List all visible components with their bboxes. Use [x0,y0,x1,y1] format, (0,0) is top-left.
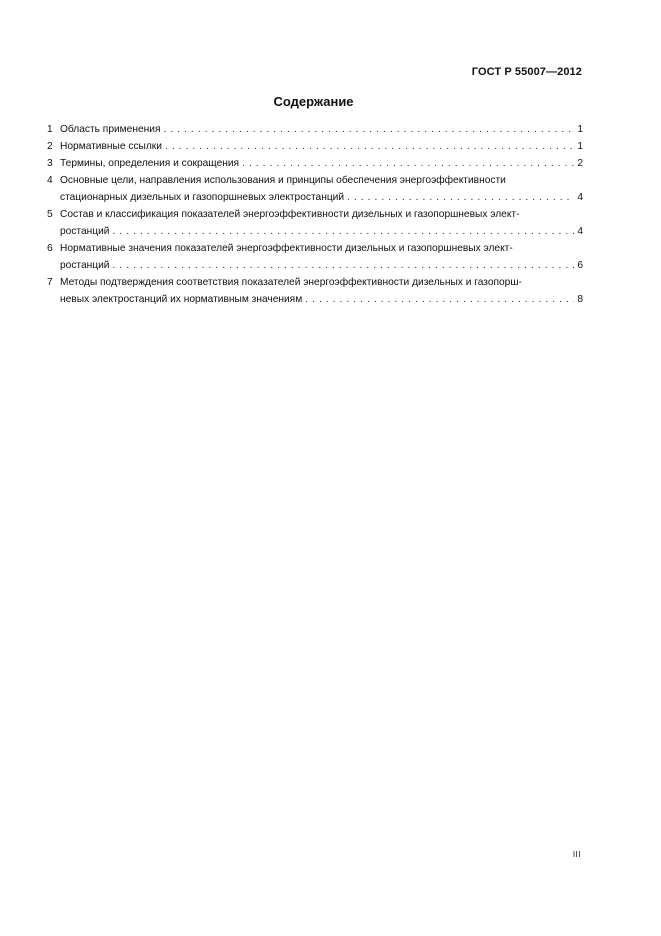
toc-entry-6[interactable] [47,240,583,274]
toc-leader-dots [163,121,574,138]
toc-entry-title: ростанций [60,226,110,237]
toc-entry-7[interactable] [47,274,583,308]
toc-entry-number: 7 [47,277,53,288]
toc-leader-dots [242,155,574,172]
toc-leader-dots [305,291,574,308]
toc-entry-title-line: Нормативные значения показателей энергоэффективности дизельных и газопоршневых элект- [60,243,513,254]
toc-leader-dots [165,138,574,155]
toc-entry-title: ростанций [60,260,110,271]
toc-entry-number: 3 [47,158,53,169]
toc-entry-page: 8 [577,294,583,305]
toc-entry-title: Нормативные ссылки [60,141,162,152]
toc-entry-4[interactable] [47,172,583,206]
document-code: ГОСТ Р 55007—2012 [471,66,582,78]
toc-entry-title-line: Состав и классификация показателей энергоэффективности дизельных и газопоршневых элект- [60,209,520,220]
toc-entry-page: 1 [577,124,583,135]
toc-entry-page: 2 [577,158,583,169]
toc-entry-title: стационарных дизельных и газопоршневых электростанций [60,192,345,203]
toc-entry-number: 5 [47,209,53,220]
toc-entry-page: 4 [577,192,583,203]
toc-entry-page: 4 [577,226,583,237]
toc-entry-page: 6 [577,260,583,271]
table-of-contents [47,121,583,308]
toc-entry-1[interactable] [47,121,583,138]
toc-entry-5[interactable] [47,206,583,240]
toc-leader-dots [347,189,574,206]
toc-entry-number: 2 [47,141,53,152]
toc-entry-title-line: Методы подтверждения соответствия показателей энергоэффективности дизельных и газопорш- [60,277,522,288]
toc-entry-page: 1 [577,141,583,152]
toc-entry-title-line: Основные цели, направления использования и принципы обеспечения энергоэффективности [60,175,506,186]
toc-entry-title: Область применения [60,124,161,135]
toc-entry-2[interactable] [47,138,583,155]
toc-leader-dots [113,223,575,240]
toc-entry-title: Термины, определения и сокращения [60,158,240,169]
toc-entry-number: 6 [47,243,53,254]
toc-leader-dots [113,257,575,274]
toc-entry-number: 1 [47,124,53,135]
toc-entry-number: 4 [47,175,53,186]
toc-entry-3[interactable] [47,155,583,172]
toc-title: Содержание [273,94,354,109]
page-number: III [572,850,581,859]
toc-entry-title: невых электростанций их нормативным значениям [60,294,303,305]
